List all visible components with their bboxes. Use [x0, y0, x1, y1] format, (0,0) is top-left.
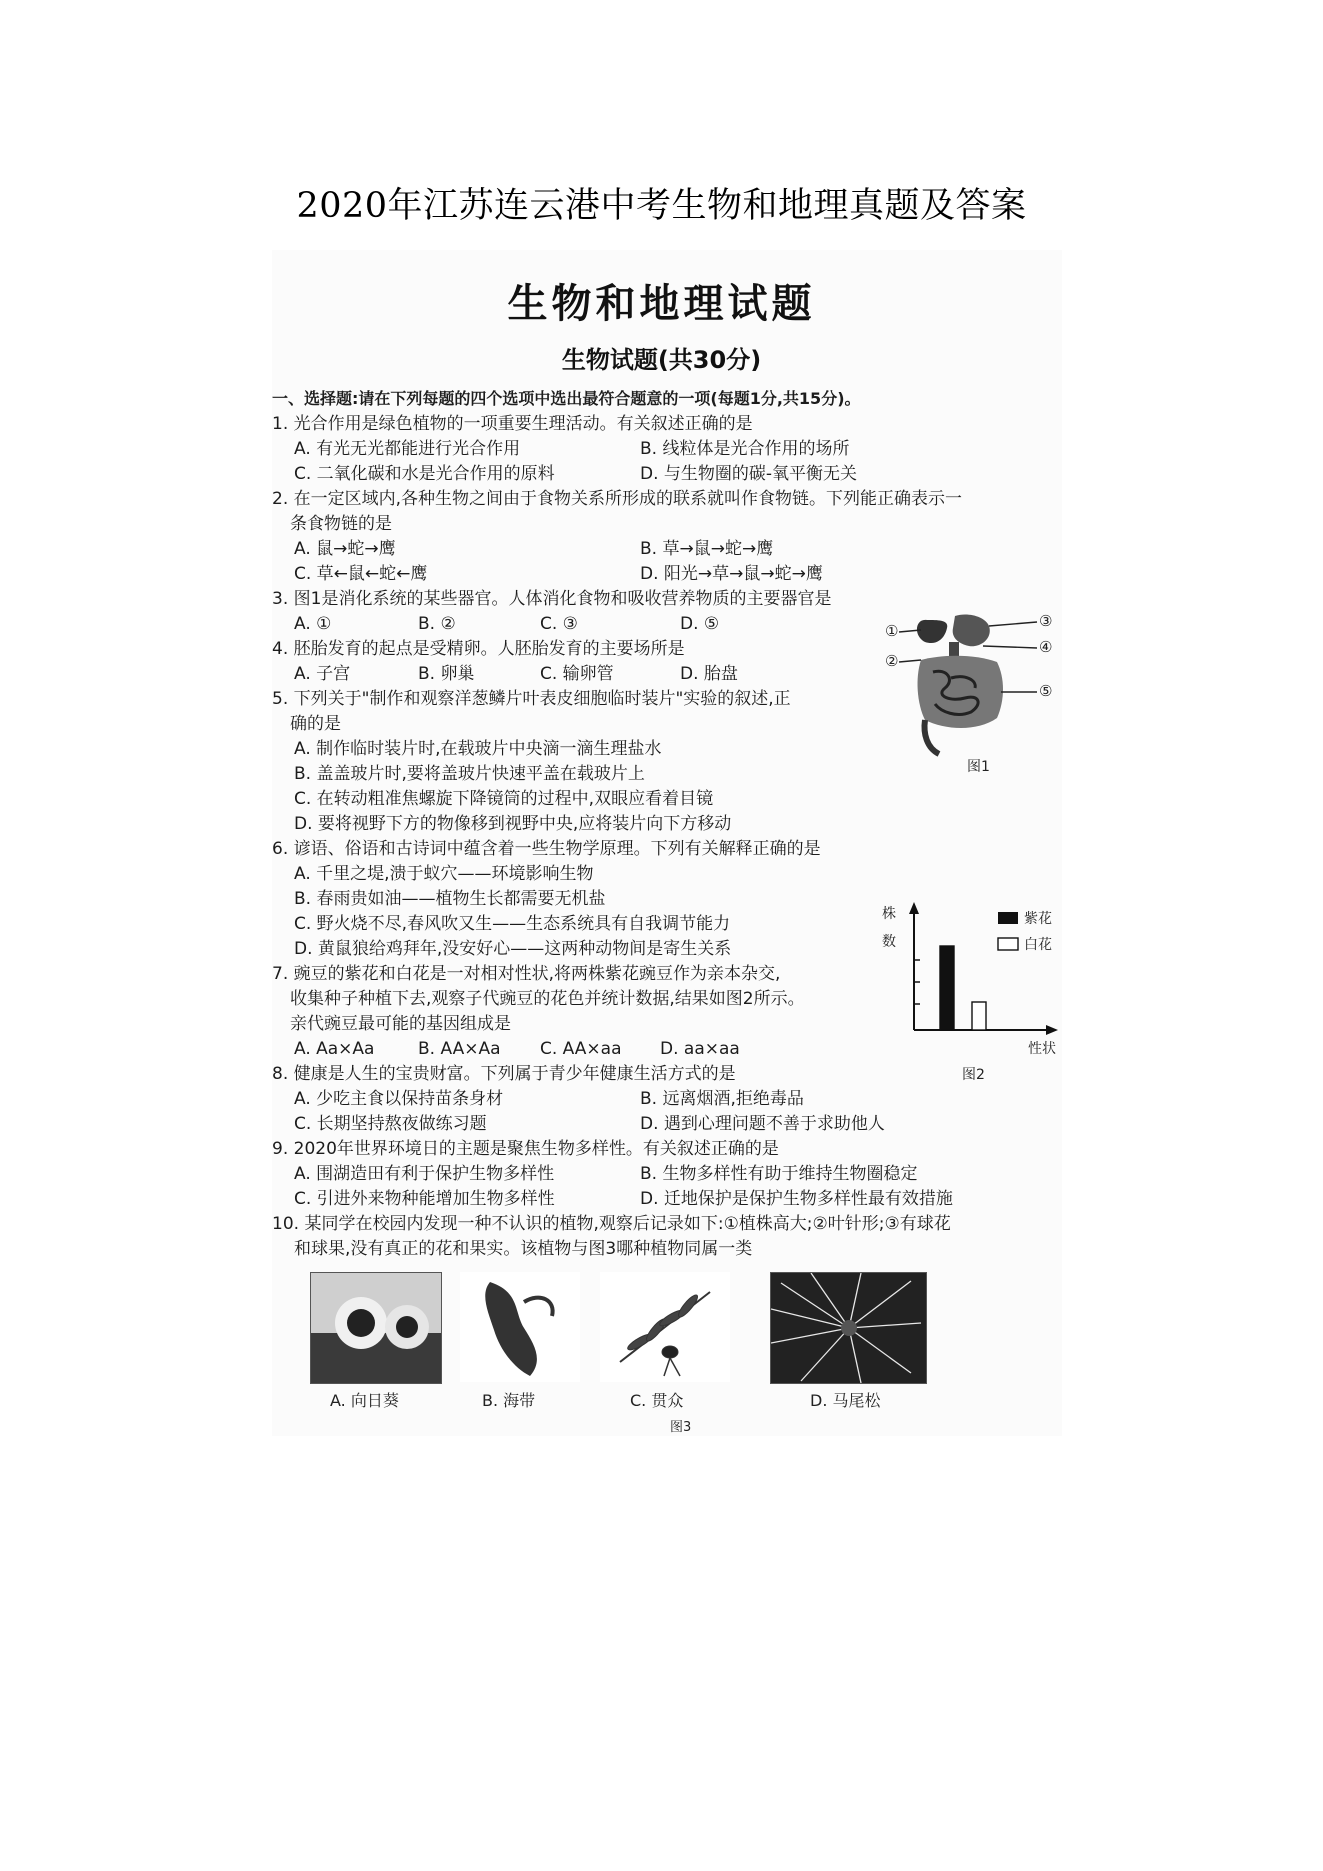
q5-option-d: D. 要将视野下方的物像移到视野中央,应将装片向下方移动: [294, 814, 732, 834]
q6-stem: 6. 谚语、俗语和古诗词中蕴含着一些生物学原理。下列有关解释正确的是: [272, 839, 821, 859]
q7-option-a: A. Aa×Aa: [294, 1039, 375, 1059]
q5-option-c: C. 在转动粗准焦螺旋下降镜筒的过程中,双眼应看着目镜: [294, 789, 714, 809]
q9-stem: 9. 2020年世界环境日的主题是聚焦生物多样性。有关叙述正确的是: [272, 1139, 779, 1159]
q4-option-c: C. 输卵管: [540, 664, 614, 684]
fig1-label-4: ④: [1039, 638, 1053, 656]
q6-option-c: C. 野火烧不尽,春风吹又生——生态系统具有自我调节能力: [294, 914, 731, 934]
q3-option-c: C. ③: [540, 614, 578, 634]
q9-option-a: A. 围湖造田有利于保护生物多样性: [294, 1164, 555, 1184]
q8-stem: 8. 健康是人生的宝贵财富。下列属于青少年健康生活方式的是: [272, 1064, 736, 1084]
q2-option-d: D. 阳光→草→鼠→蛇→鹰: [640, 564, 823, 584]
photo-sunflower: [310, 1272, 442, 1384]
exam-title: 生物和地理试题: [507, 281, 816, 327]
fern-icon: [620, 1292, 710, 1376]
q4-option-b: B. 卵巢: [418, 664, 475, 684]
q7-option-d: D. aa×aa: [660, 1039, 740, 1059]
q5-stem: 5. 下列关于"制作和观察洋葱鳞片叶表皮细胞临时装片"实验的叙述,正: [272, 689, 791, 709]
q2-option-a: A. 鼠→蛇→鹰: [294, 539, 396, 559]
q7-option-c: C. AA×aa: [540, 1039, 622, 1059]
photo-label-a: A. 向日葵: [330, 1391, 399, 1410]
q4-option-a: A. 子宫: [294, 664, 351, 684]
section-header: 一、选择题:请在下列每题的四个选项中选出最符合题意的一项(每题1分,共15分)。: [272, 389, 861, 408]
q6-option-d: D. 黄鼠狼给鸡拜年,没安好心——这两种动物间是寄生关系: [294, 939, 732, 959]
q6-option-b: B. 春雨贵如油——植物生长都需要无机盐: [294, 889, 606, 909]
q5-option-a: A. 制作临时装片时,在载玻片中央滴一滴生理盐水: [294, 739, 662, 759]
photo-pine: [770, 1272, 927, 1384]
fig2-xlabel: 性状: [1028, 1041, 1056, 1057]
photo-label-d: D. 马尾松: [810, 1391, 881, 1410]
q6-option-a: A. 千里之堤,溃于蚁穴——环境影响生物: [294, 864, 594, 884]
document-title: 2020年江苏连云港中考生物和地理真题及答案: [296, 186, 1027, 226]
q7-option-b: B. AA×Aa: [418, 1039, 501, 1059]
q4-stem: 4. 胚胎发育的起点是受精卵。人胚胎发育的主要场所是: [272, 639, 685, 659]
bar-white: [972, 1002, 986, 1030]
figure-1: [885, 608, 1065, 783]
q1-option-b: B. 线粒体是光合作用的场所: [640, 439, 850, 459]
q9-option-d: D. 迁地保护是保护生物多样性最有效措施: [640, 1189, 953, 1209]
fig1-label-5: ⑤: [1039, 682, 1053, 700]
kelp-icon: [485, 1282, 537, 1376]
q7-stem-cont-2: 亲代豌豆最可能的基因组成是: [290, 1014, 511, 1034]
fig3-caption: 图3: [670, 1420, 692, 1435]
q10-stem: 10. 某同学在校园内发现一种不认识的植物,观察后记录如下:①植株高大;②叶针形;③有球花: [272, 1214, 951, 1234]
q7-stem: 7. 豌豆的紫花和白花是一对相对性状,将两株紫花豌豆作为亲本杂交,: [272, 964, 781, 984]
photo-label-b: B. 海带: [482, 1391, 536, 1410]
q9-option-c: C. 引进外来物种能增加生物多样性: [294, 1189, 555, 1209]
exam-subtitle: 生物试题(共30分): [561, 346, 762, 374]
q7-stem-cont-1: 收集种子种植下去,观察子代豌豆的花色并统计数据,结果如图2所示。: [290, 989, 805, 1009]
fig1-label-3: ③: [1039, 612, 1053, 630]
photo-fern: [600, 1272, 730, 1382]
fig1-label-2: ②: [885, 652, 899, 670]
q8-option-d: D. 遇到心理问题不善于求助他人: [640, 1114, 885, 1134]
figure-2: [882, 900, 1070, 1085]
q8-option-a: A. 少吃主食以保持苗条身材: [294, 1089, 504, 1109]
q3-option-a: A. ①: [294, 614, 332, 634]
q1-option-d: D. 与生物圈的碳-氧平衡无关: [640, 464, 858, 484]
fig2-legend-white: 白花: [1024, 937, 1052, 953]
legend-white-swatch: [998, 938, 1018, 950]
y-axis-arrow: [909, 902, 919, 914]
q3-option-b: B. ②: [418, 614, 456, 634]
fig2-legend-purple: 紫花: [1024, 911, 1052, 927]
q1-option-c: C. 二氧化碳和水是光合作用的原料: [294, 464, 555, 484]
q3-option-d: D. ⑤: [680, 614, 720, 634]
q1-stem: 1. 光合作用是绿色植物的一项重要生理活动。有关叙述正确的是: [272, 414, 753, 434]
q2-stem: 2. 在一定区域内,各种生物之间由于食物关系所形成的联系就叫作食物链。下列能正确表示一: [272, 489, 963, 509]
bar-purple: [940, 946, 954, 1030]
q8-option-b: B. 远离烟酒,拒绝毒品: [640, 1089, 804, 1109]
legend-purple-swatch: [998, 912, 1018, 924]
q10-stem-cont: 和球果,没有真正的花和果实。该植物与图3哪种植物同属一类: [294, 1239, 753, 1259]
q3-stem: 3. 图1是消化系统的某些器官。人体消化食物和吸收营养物质的主要器官是: [272, 589, 832, 609]
photo-kelp: [460, 1272, 580, 1382]
q8-option-c: C. 长期坚持熬夜做练习题: [294, 1114, 487, 1134]
q2-stem-cont: 条食物链的是: [290, 514, 392, 534]
q5-stem-cont: 确的是: [290, 714, 341, 734]
q9-option-b: B. 生物多样性有助于维持生物圈稳定: [640, 1164, 918, 1184]
fig1-caption: 图1: [967, 759, 990, 775]
photo-label-c: C. 贯众: [630, 1391, 684, 1410]
fig2-caption: 图2: [962, 1067, 985, 1083]
q5-option-b: B. 盖盖玻片时,要将盖玻片快速平盖在载玻片上: [294, 764, 645, 784]
q4-option-d: D. 胎盘: [680, 664, 738, 684]
figure-3: [300, 1272, 1020, 1435]
fig1-label-1: ①: [885, 622, 899, 640]
x-axis-arrow: [1046, 1025, 1058, 1035]
q2-option-c: C. 草←鼠←蛇←鹰: [294, 564, 428, 584]
fig2-ylabel-1: 株数: [882, 906, 896, 950]
q1-option-a: A. 有光无光都能进行光合作用: [294, 439, 521, 459]
q2-option-b: B. 草→鼠→蛇→鹰: [640, 539, 774, 559]
